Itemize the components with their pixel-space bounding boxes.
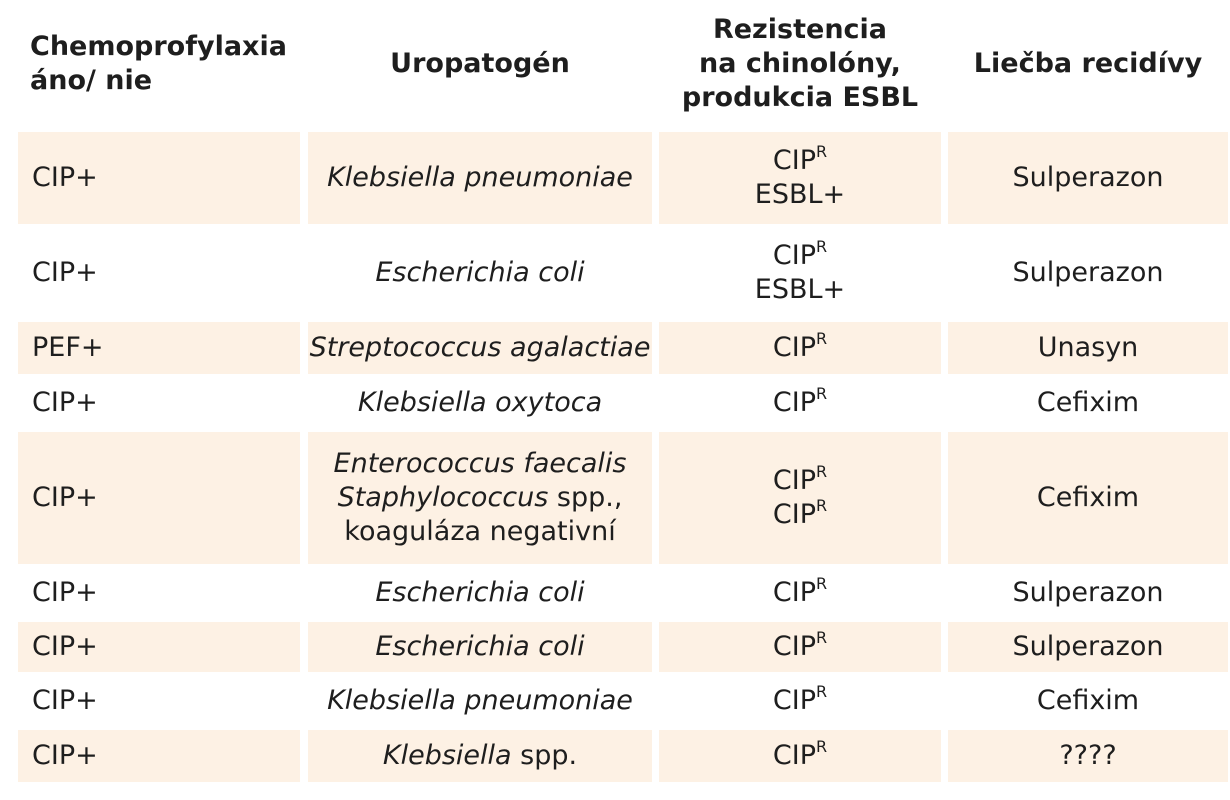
cell-uropatogen (308, 730, 652, 782)
cell-liecba: Sulperazon (1012, 257, 1164, 288)
pathogen-line (327, 161, 633, 195)
pathogen-line (358, 386, 602, 420)
cell-chemoprofylaxia: CIP+ (32, 685, 98, 716)
pathogen-name: Klebsiella pneumoniae (327, 162, 633, 193)
pathogen-line (327, 684, 633, 718)
cell-rezistencia (659, 730, 941, 782)
cell-liecba: Sulperazon (1012, 577, 1164, 608)
cell-chemoprofylaxia: PEF+ (18, 322, 300, 374)
header-uropatogen (308, 0, 652, 128)
resistance-base: CIP (772, 499, 816, 530)
table-row (0, 228, 1230, 318)
pathogen-line (334, 447, 627, 481)
cell-chemoprofylaxia: CIP+ (18, 622, 300, 672)
resistance-line (773, 576, 827, 610)
pathogen-name: Streptococcus agalactiae (309, 332, 651, 363)
header-chemoprofylaxia-line: áno/ nie (30, 65, 153, 96)
resistance-base: CIP (772, 631, 816, 662)
pathogen-name: Klebsiella (382, 740, 512, 771)
resistance-sup: R (815, 142, 828, 161)
table-row (0, 432, 1230, 564)
resistance-sup: R (815, 574, 828, 593)
header-rezistencia (659, 0, 941, 128)
header-rezistencia-line: produkcia ESBL (681, 82, 919, 113)
pathogen-name: Klebsiella pneumoniae (327, 685, 633, 716)
cell-chemoprofylaxia: CIP+ (18, 730, 300, 782)
pathogen-suffix: spp. (511, 740, 578, 771)
header-liecba (948, 0, 1228, 128)
pathogen-suffix: koaguláza negativní (344, 516, 616, 547)
cell-chemoprofylaxia: CIP+ (32, 387, 98, 418)
pathogen-line (375, 576, 584, 610)
header-rezistencia-line: na chinolóny, (699, 48, 901, 79)
pathogen-name: Enterococcus faecalis (333, 448, 627, 479)
cell-uropatogen (308, 432, 652, 564)
cell-rezistencia (659, 568, 941, 618)
resistance-line (755, 144, 845, 178)
pathogen-line (334, 515, 627, 549)
resistance-line (773, 684, 827, 718)
cell-uropatogen (308, 378, 652, 428)
cell-rezistencia (659, 322, 941, 374)
header-rezistencia-line: Rezistencia (712, 14, 888, 45)
cell-liecba: Sulperazon (948, 622, 1228, 672)
cell-rezistencia (659, 622, 941, 672)
cell-liecba: ???? (948, 730, 1228, 782)
table-row (0, 322, 1230, 374)
resistance-line (773, 630, 827, 664)
resistance-base: CIP (772, 145, 816, 176)
cell-rezistencia (659, 432, 941, 564)
resistance-base: CIP (772, 577, 816, 608)
pathogen-line (334, 481, 627, 515)
resistance-sup: R (815, 384, 828, 403)
header-chemoprofylaxia-line: Chemoprofylaxia (30, 31, 287, 62)
header-chemoprofylaxia (30, 0, 300, 128)
resistance-line (755, 239, 845, 273)
resistance-line (773, 386, 827, 420)
pathogen-line (310, 331, 651, 365)
resistance-line (773, 331, 827, 365)
resistance-base: CIP (772, 685, 816, 716)
resistance-base: ESBL+ (754, 274, 846, 305)
pathogen-name: Klebsiella oxytoca (357, 387, 603, 418)
cell-rezistencia (659, 132, 941, 224)
cell-liecba: Cefixim (1036, 387, 1140, 418)
cell-chemoprofylaxia: CIP+ (18, 432, 300, 564)
table-row (0, 568, 1230, 618)
resistance-base: CIP (772, 387, 816, 418)
resistance-sup: R (815, 329, 828, 348)
cell-uropatogen (308, 132, 652, 224)
table-row (0, 730, 1230, 782)
header-uropatogen-line: Uropatogén (390, 48, 570, 79)
resistance-line (773, 498, 827, 532)
resistance-line (773, 739, 827, 773)
cell-uropatogen (308, 322, 652, 374)
table-header (0, 0, 1230, 128)
resistance-line (755, 178, 845, 212)
resistance-base: CIP (772, 240, 816, 271)
pathogen-line (375, 630, 584, 664)
resistance-sup: R (815, 682, 828, 701)
pathogen-line (383, 739, 577, 773)
table-row (0, 676, 1230, 726)
cell-chemoprofylaxia: CIP+ (32, 257, 98, 288)
cell-liecba: Unasyn (948, 322, 1228, 374)
cell-rezistencia (659, 676, 941, 726)
header-liecba-line: Liečba recidívy (973, 48, 1203, 79)
cell-liecba: Cefixim (948, 432, 1228, 564)
resistance-line (755, 273, 845, 307)
cell-rezistencia (659, 378, 941, 428)
resistance-base: CIP (772, 465, 816, 496)
cell-liecba: Cefixim (1036, 685, 1140, 716)
cell-uropatogen (308, 676, 652, 726)
cell-chemoprofylaxia: CIP+ (32, 577, 98, 608)
cell-uropatogen (308, 622, 652, 672)
table-row (0, 132, 1230, 224)
table-row (0, 622, 1230, 672)
cell-chemoprofylaxia: CIP+ (18, 132, 300, 224)
pathogen-name: Escherichia coli (375, 257, 585, 288)
pathogen-name: Escherichia coli (375, 631, 585, 662)
pathogen-line (375, 256, 584, 290)
resistance-line (773, 464, 827, 498)
cell-uropatogen (308, 228, 652, 318)
cell-uropatogen (308, 568, 652, 618)
pathogen-name: Escherichia coli (375, 577, 585, 608)
pathogen-name: Staphylococcus (337, 482, 549, 513)
resistance-sup: R (815, 628, 828, 647)
resistance-base: ESBL+ (754, 179, 846, 210)
resistance-sup: R (815, 496, 828, 515)
cell-rezistencia (659, 228, 941, 318)
resistance-base: CIP (772, 332, 816, 363)
resistance-sup: R (815, 462, 828, 481)
resistance-base: CIP (772, 740, 816, 771)
resistance-sup: R (815, 237, 828, 256)
table-row (0, 378, 1230, 428)
resistance-sup: R (815, 737, 828, 756)
pathogen-suffix: spp., (548, 482, 623, 513)
cell-liecba: Sulperazon (948, 132, 1228, 224)
